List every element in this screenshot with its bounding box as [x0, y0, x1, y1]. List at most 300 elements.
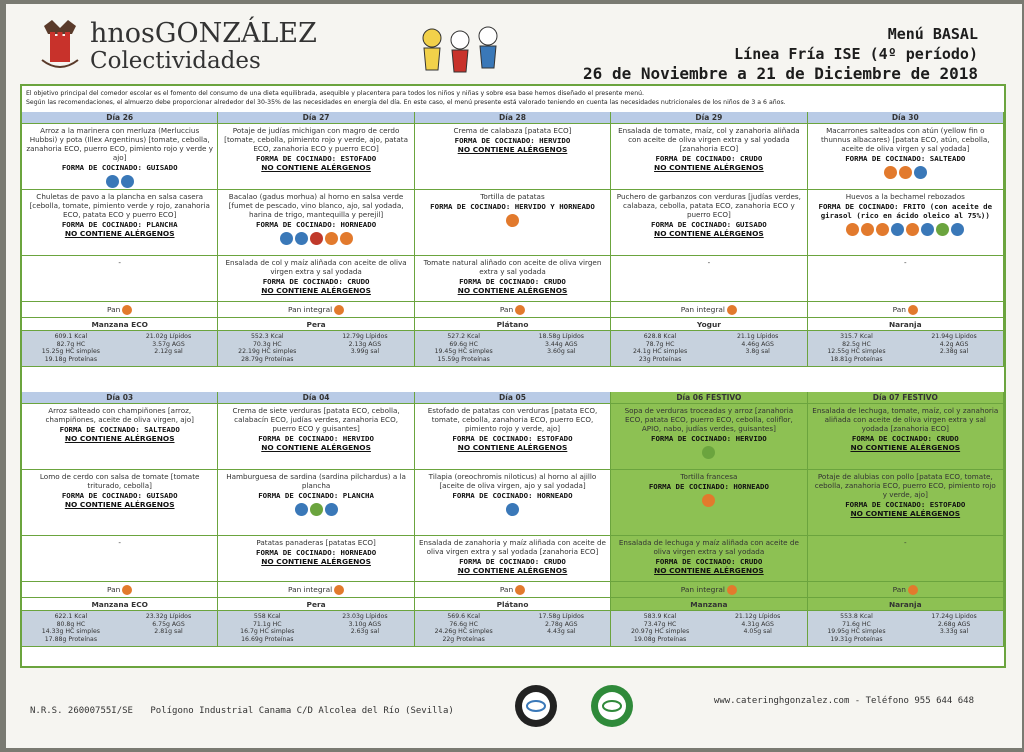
nutrition-value: 4.43g sal [547, 628, 576, 635]
nutrition-value: 71.6g HC [842, 620, 871, 628]
nutrition-value: 315.7 Kcal [840, 333, 873, 340]
dish-cell [22, 536, 218, 582]
nutrition-right [122, 613, 216, 636]
oca-eco-certification-badge [590, 684, 634, 728]
dish-cell [22, 190, 218, 256]
dish-name: Crema de siete verduras [patata ECO, cebolla, calabacín ECO, judías verdes, zanahoria ECO, puerro ECO y guisantes] [232, 406, 400, 433]
nutrition-value: 553.8 Kcal [840, 613, 873, 620]
dish-name: - [118, 258, 121, 267]
day-header: Día 26 [22, 112, 218, 124]
dish-cell [611, 124, 807, 190]
allergen-icon [884, 166, 897, 179]
nutrition-value: 2.13g AGS [348, 340, 382, 348]
bread-label: Pan [892, 585, 906, 594]
dessert-cell: Manzana [611, 598, 807, 611]
nutrition-cell [611, 611, 807, 647]
dish-cell [218, 190, 414, 256]
nutrition-left [220, 613, 314, 643]
brand-subtitle: Colectividades [90, 48, 261, 74]
gluten-icon [727, 305, 737, 315]
gluten-icon [122, 585, 132, 595]
no-allergens-label: NO CONTIENE ALÉRGENOS [64, 434, 175, 443]
nutrition-value: 76.6g HC [449, 620, 479, 628]
cooking-method: FORMA DE COCINADO: HORNEADO [648, 482, 769, 491]
dessert-cell: Manzana ECO [22, 598, 218, 611]
dessert-cell: Naranja [808, 598, 1004, 611]
cooking-method: FORMA DE COCINADO: PLANCHA [258, 491, 374, 500]
cooking-method: FORMA DE COCINADO: CRUDO [459, 277, 566, 286]
nutrition-left [810, 333, 904, 363]
kids-cutlery-illustration [410, 18, 510, 78]
nutrition-value: 80.8g HC [56, 620, 86, 628]
nutrition-cell [218, 611, 414, 647]
cooking-method: FORMA DE COCINADO: SALTEADO [845, 154, 966, 163]
bread-cell [808, 302, 1004, 318]
bread-label: Pan [107, 585, 121, 594]
cooking-method: FORMA DE COCINADO: HERVIDO [454, 136, 571, 145]
gluten-icon [908, 305, 918, 315]
nutrition-value: 558 Kcal [253, 613, 281, 620]
brand-name: hnosGONZÁLEZ [90, 18, 317, 49]
cooking-method: FORMA DE COCINADO: CRUDO [655, 557, 763, 566]
dish-name: Arroz salteado con champiñones [arroz, champiñones, aceite de oliva virgen, ajo] [45, 406, 194, 424]
allergen-icon [506, 503, 519, 516]
nutrition-value: 23.03g Lípidos [342, 613, 388, 620]
dish-name: - [118, 538, 121, 547]
nutrition-value: 17.24g Lípidos [931, 613, 977, 620]
nutrition-value: 23g Proteínas [638, 355, 682, 363]
dish-cell [22, 124, 218, 190]
allergen-icons [26, 175, 213, 188]
dish-name: Sopa de verduras troceadas y arroz [zanahoria ECO, patata ECO, puerro ECO, cebolla, coliflor, APIO, nabo, judías verdes, guisantes] [624, 406, 794, 433]
nutrition-value: 70.3g HC [252, 340, 282, 348]
nutrition-left [417, 613, 511, 643]
no-allergens-label: NO CONTIENE ALÉRGENOS [457, 443, 568, 452]
nutrition-right [711, 333, 805, 356]
allergen-icons [419, 503, 606, 516]
allergen-icon [506, 214, 519, 227]
day-header: Día 03 [22, 392, 218, 404]
allergen-icon [310, 503, 323, 516]
nutrition-value: 82.5g HC [842, 340, 871, 348]
day-header: Día 27 [218, 112, 414, 124]
dish-cell [415, 404, 611, 470]
nutrition-value: 609.1 Kcal [54, 333, 88, 340]
nutrition-value: 17.88g Proteínas [44, 635, 98, 643]
gluten-icon [908, 585, 918, 595]
nutrition-value: 82.7g HC [56, 340, 86, 348]
nutrition-value: 71.1g HC [252, 620, 282, 628]
dish-name: Ensalada de lechuga, tomate, maíz, col y zanahoria aliñada con aceite de oliva virgen extra y sal yodada [zanahoria ECO] [812, 406, 999, 433]
dish-cell [218, 404, 414, 470]
nutrition-value: 18.81g Proteínas [830, 355, 883, 363]
nutrition-value: 628.8 Kcal [643, 333, 677, 340]
nutrition-value: 19.95g HC simples [827, 628, 886, 635]
bread-label: Pan integral [287, 305, 333, 314]
nutrition-cell [808, 331, 1004, 367]
dish-cell [218, 124, 414, 190]
dish-cell [808, 404, 1004, 470]
allergen-icons [615, 494, 802, 507]
nutrition-left [810, 613, 904, 643]
day-header: Día 05 [415, 392, 611, 404]
cooking-method: FORMA DE COCINADO: HERVIDO [651, 434, 767, 443]
allergen-icons [812, 166, 999, 179]
nutrition-value: 2.38g sal [939, 348, 969, 355]
dish-cell [415, 536, 611, 582]
allergen-icon [846, 223, 859, 236]
nutrition-value: 19.31g Proteínas [830, 635, 883, 643]
nutrition-cell [415, 331, 611, 367]
dish-name: Tilapia (oreochromis niloticus) al horno al ajillo [aceite de oliva virgen, ajo y sal yodada] [428, 472, 597, 490]
allergen-icon [914, 166, 927, 179]
nutrition-value: 4.46g AGS [741, 340, 774, 348]
nutrition-left [24, 613, 118, 643]
nutrition-cell [22, 331, 218, 367]
dish-name: - [903, 538, 907, 547]
cooking-method: FORMA DE COCINADO: HORNEADO [256, 548, 377, 557]
nutrition-value: 4.05g sal [743, 628, 772, 635]
footer-contact: www.cateringhgonzalez.com - Teléfono 955 644 648 [713, 696, 974, 706]
menu-header [583, 24, 978, 84]
dish-cell [808, 470, 1004, 536]
allergen-icon [295, 503, 308, 516]
cooking-method: FORMA DE COCINADO: HORNEADO [256, 220, 377, 229]
company-logo [34, 14, 317, 82]
cooking-method: FORMA DE COCINADO: GUISADO [61, 491, 178, 500]
dessert-cell: Naranja [808, 318, 1004, 331]
dish-cell [218, 536, 414, 582]
no-allergens-label: NO CONTIENE ALÉRGENOS [850, 443, 961, 452]
dish-cell [415, 470, 611, 536]
nutrition-right [122, 333, 216, 356]
nutrition-right [907, 333, 1001, 356]
nutrition-value: 3.44g AGS [545, 340, 578, 348]
nutrition-right [318, 333, 412, 356]
allergen-icon [906, 223, 919, 236]
no-allergens-label: NO CONTIENE ALÉRGENOS [457, 566, 568, 575]
dish-name: Hamburguesa de sardina (sardina pilchardus) a la plancha [226, 472, 406, 490]
no-allergens-label: NO CONTIENE ALÉRGENOS [64, 500, 175, 509]
allergen-icon [310, 232, 323, 245]
allergen-icon [340, 232, 353, 245]
nutrition-cell [22, 611, 218, 647]
nutrition-value: 24.1g HC simples [632, 348, 688, 355]
nutrition-value: 23.32g Lípidos [145, 613, 192, 620]
dish-name: Huevos a la bechamel rebozados [845, 192, 965, 201]
nutrition-value: 6.75g AGS [152, 620, 185, 628]
nutrition-value: 16.69g Proteínas [241, 635, 294, 643]
cooking-method: FORMA DE COCINADO: ESTOFADO [256, 154, 377, 163]
nutrition-right [711, 613, 805, 636]
bread-cell [415, 302, 611, 318]
nutrition-value: 19.45g HC simples [434, 348, 493, 355]
intro-line-1: El objetivo principal del comedor escolar es el fomento del consumo de una dieta equilibrada, asequible y placentera para todos los niños y niñas y sobre esa base hemos diseñado el presente menú. [26, 90, 645, 97]
allergen-icon [876, 223, 889, 236]
nutrition-right [514, 333, 608, 356]
nutrition-value: 2.12g sal [154, 348, 183, 355]
allergen-icons [615, 446, 802, 459]
nutrition-left [613, 333, 707, 363]
bread-label: Pan integral [680, 305, 725, 314]
cooking-method: FORMA DE COCINADO: CRUDO [459, 557, 566, 566]
nutrition-value: 2.68g AGS [937, 620, 971, 628]
nutrition-cell [415, 611, 611, 647]
nutrition-value: 3.10g AGS [348, 620, 382, 628]
bread-label: Pan [499, 305, 514, 314]
nutrition-value: 20.97g HC simples [630, 628, 690, 635]
cooking-method: FORMA DE COCINADO: GUISADO [61, 163, 178, 172]
nutrition-value: 15.25g HC simples [41, 348, 100, 355]
gluten-icon [727, 585, 737, 595]
dish-name: Arroz a la marinera con merluza (Merluccius Hubbsi) y pota (Illex Argentinus) [tomate, cebolla, zanahoria ECO, puerro ECO, pimiento rojo y verde y ajo] [26, 126, 213, 162]
allergen-icons [812, 223, 999, 236]
dessert-cell: Pera [218, 318, 414, 331]
nutrition-value: 28.79g Proteínas [241, 355, 294, 363]
nutrition-value: 527.2 Kcal [447, 333, 481, 340]
menu-line: Línea Fría ISE (4º período) [734, 45, 978, 63]
day-header: Día 28 [415, 112, 611, 124]
bread-label: Pan [107, 305, 121, 314]
dish-cell [611, 190, 807, 256]
nutrition-value: 4.31g AGS [741, 620, 774, 628]
dish-cell [611, 256, 807, 302]
nutrition-value: 569.6 Kcal [447, 613, 481, 620]
nutrition-value: 3.8g sal [745, 348, 770, 355]
dish-name: - [903, 258, 907, 267]
oca-certification-badge [514, 684, 558, 728]
nutrition-value: 3.33g sal [939, 628, 969, 635]
dish-cell [415, 256, 611, 302]
bread-cell [415, 582, 611, 598]
dish-cell [218, 256, 414, 302]
gluten-icon [515, 305, 525, 315]
dish-cell [611, 536, 807, 582]
bread-cell [611, 582, 807, 598]
nutrition-right [318, 613, 412, 636]
nutrition-value: 583.9 Kcal [643, 613, 677, 620]
gluten-icon [122, 305, 132, 315]
no-allergens-label: NO CONTIENE ALÉRGENOS [261, 163, 371, 172]
nutrition-value: 21.94g Lípidos [931, 333, 977, 340]
dish-cell [808, 190, 1004, 256]
bread-label: Pan [499, 585, 514, 594]
dessert-cell: Manzana ECO [22, 318, 218, 331]
dish-name: Macarrones salteados con atún (yellow fin o thunnus albacares) [patata ECO, atún, cebolla, aceite de oliva virgen y sal yodada] [820, 126, 990, 153]
dish-name: Potaje de alubias con pollo [patata ECO, tomate, cebolla, zanahoria ECO, puerro ECO, pimiento rojo y verde, ajo] [814, 472, 996, 499]
dish-cell [611, 470, 807, 536]
bread-label: Pan integral [680, 585, 725, 594]
nutrition-value: 24.26g HC simples [434, 628, 493, 635]
cooking-method: FORMA DE COCINADO: CRUDO [655, 154, 763, 163]
nutrition-left [220, 333, 314, 363]
no-allergens-label: NO CONTIENE ALÉRGENOS [261, 443, 371, 452]
nutrition-value: 17.58g Lípidos [538, 613, 584, 620]
dish-name: Chuletas de pavo a la plancha en salsa casera [cebolla, tomate, pimiento verde y rojo, zanahoria ECO, patata ECO y puerro ECO] [29, 192, 210, 219]
nutrition-value: 12.79g Lípidos [342, 333, 388, 340]
cooking-method: FORMA DE COCINADO: HERVIDO Y HORNEADO [430, 202, 595, 211]
nutrition-value: 622.1 Kcal [54, 613, 88, 620]
gluten-icon [334, 585, 344, 595]
allergen-icon [921, 223, 934, 236]
bread-label: Pan [892, 305, 906, 314]
footer-left [30, 706, 466, 716]
dessert-cell: Yogur [611, 318, 807, 331]
no-allergens-label: NO CONTIENE ALÉRGENOS [261, 286, 371, 295]
nutrition-value: 3.57g AGS [152, 340, 185, 348]
dish-cell [22, 404, 218, 470]
cooking-method: FORMA DE COCINADO: ESTOFADO [452, 434, 573, 443]
nutrition-value: 4.2g AGS [939, 340, 969, 348]
dish-name: Estofado de patatas con verduras [patata ECO, tomate, cebolla, zanahoria ECO, puerro ECO, pimiento rojo y verde, ajo] [427, 406, 598, 433]
nutrition-value: 12.55g HC simples [827, 348, 886, 355]
dish-name: Puchero de garbanzos con verduras [judías verdes, calabaza, cebolla, patata ECO, zanahoria ECO y puerro ECO] [616, 192, 801, 219]
dish-name: Ensalada de col y maíz aliñada con aceite de oliva virgen extra y sal yodada [225, 258, 407, 276]
company-address: Polígono Industrial Canama C/D Alcolea del Río (Sevilla) [150, 706, 454, 716]
dish-name: Lomo de cerdo con salsa de tomate [tomate triturado, cebolla] [39, 472, 200, 490]
nutrition-value: 3.99g sal [350, 348, 380, 355]
dish-cell [808, 124, 1004, 190]
nutrition-right [907, 613, 1001, 636]
nutrition-value: 2.78g AGS [545, 620, 578, 628]
dessert-cell: Plátano [415, 318, 611, 331]
bread-cell [808, 582, 1004, 598]
day-header: Día 30 [808, 112, 1004, 124]
cooking-method: FORMA DE COCINADO: ESTOFADO [845, 500, 966, 509]
menu-title: Menú BASAL [887, 25, 978, 43]
no-allergens-label: NO CONTIENE ALÉRGENOS [850, 509, 961, 518]
dish-name: Potaje de judías michigan con magro de cerdo [tomate, cebolla, pimiento rojo y verde, ajo, patata ECO, zanahoria ECO y puerro ECO] [224, 126, 408, 153]
dish-name: Patatas panaderas [patatas ECO] [256, 538, 376, 547]
nutrition-left [24, 333, 118, 363]
nutrition-value: 2.81g sal [154, 628, 183, 635]
no-allergens-label: NO CONTIENE ALÉRGENOS [654, 163, 764, 172]
nutrition-value: 22.19g HC simples [238, 348, 297, 355]
dish-cell [218, 470, 414, 536]
no-allergens-label: NO CONTIENE ALÉRGENOS [64, 229, 175, 238]
no-allergens-label: NO CONTIENE ALÉRGENOS [457, 145, 568, 154]
no-allergens-label: NO CONTIENE ALÉRGENOS [654, 566, 764, 575]
nutrition-value: 21.1g Lípidos [736, 333, 779, 340]
dish-name: Tomate natural aliñado con aceite de oliva virgen extra y sal yodada [423, 258, 602, 276]
allergen-icon [936, 223, 949, 236]
nutrition-value: 78.7g HC [645, 340, 675, 348]
gluten-icon [334, 305, 344, 315]
bread-cell [218, 582, 414, 598]
allergen-icon [702, 446, 715, 459]
nutrition-value: 18.58g Lípidos [538, 333, 584, 340]
dish-cell [808, 536, 1004, 582]
allergen-icon [325, 503, 338, 516]
dessert-cell: Pera [218, 598, 414, 611]
cooking-method: FORMA DE COCINADO: GUISADO [651, 220, 767, 229]
day-header: Día 07 FESTIVO [808, 392, 1004, 404]
dish-name: Bacalao (gadus morhua) al horno en salsa verde [fumet de pescado, vino blanco, ajo, sal yodada, harina de trigo, mantequilla y perejil] [228, 192, 404, 219]
nutrition-right [514, 613, 608, 636]
dish-name: Ensalada de lechuga y maíz aliñada con aceite de oliva virgen extra y sal yodada [618, 538, 799, 556]
allergen-icon [325, 232, 338, 245]
registry-number: N.R.S. 26000755I/SE [30, 706, 133, 716]
cooking-method: FORMA DE COCINADO: CRUDO [262, 277, 370, 286]
no-allergens-label: NO CONTIENE ALÉRGENOS [457, 286, 568, 295]
dish-cell [415, 190, 611, 256]
gluten-icon [515, 585, 525, 595]
bread-label: Pan integral [287, 585, 333, 594]
no-allergens-label: NO CONTIENE ALÉRGENOS [261, 557, 371, 566]
menu-dates: 26 de Noviembre a 21 de Diciembre de 2018 [583, 64, 978, 83]
dish-cell [22, 470, 218, 536]
nutrition-value: 2.63g sal [350, 628, 380, 635]
bread-cell [22, 582, 218, 598]
bread-cell [218, 302, 414, 318]
nutrition-left [613, 613, 707, 643]
dish-cell [415, 124, 611, 190]
nutrition-cell [611, 331, 807, 367]
dish-name: Crema de calabaza [patata ECO] [453, 126, 572, 135]
allergen-icon [899, 166, 912, 179]
cooking-method: FORMA DE COCINADO: SALTEADO [59, 425, 180, 434]
day-header: Día 29 [611, 112, 807, 124]
day-header: Día 06 FESTIVO [611, 392, 807, 404]
allergen-icons [419, 214, 606, 227]
dish-name: Tortilla francesa [680, 472, 738, 481]
bread-cell [611, 302, 807, 318]
dish-cell [808, 256, 1004, 302]
castle-seal-icon [38, 16, 82, 72]
dish-name: - [707, 258, 711, 267]
nutrition-value: 73.47g HC [643, 620, 677, 628]
nutrition-value: 552.3 Kcal [250, 333, 284, 340]
dish-cell [22, 256, 218, 302]
cooking-method: FORMA DE COCINADO: CRUDO [851, 434, 959, 443]
allergen-icon [702, 494, 715, 507]
nutrition-value: 69.6g HC [449, 340, 479, 348]
dish-name: Ensalada de tomate, maíz, col y zanahoria aliñada con aceite de oliva virgen extra y sal yodada [zanahoria ECO] [618, 126, 800, 153]
nutrition-value: 14.33g HC simples [41, 628, 100, 635]
day-header: Día 04 [218, 392, 414, 404]
menu-sheet [6, 4, 1022, 748]
cooking-method: FORMA DE COCINADO: PLANCHA [61, 220, 178, 229]
allergen-icon [106, 175, 119, 188]
dessert-cell: Plátano [415, 598, 611, 611]
dish-name: Ensalada de zanahoria y maíz aliñada con aceite de oliva virgen extra y sal yodada [zanahoria ECO] [419, 538, 606, 556]
allergen-icon [951, 223, 964, 236]
allergen-icon [295, 232, 308, 245]
menu-grid [20, 84, 1006, 668]
nutrition-left [417, 333, 511, 363]
nutrition-value: 21.02g Lípidos [145, 333, 192, 340]
nutrition-value: 15.59g Proteínas [437, 355, 490, 363]
bread-cell [22, 302, 218, 318]
allergen-icons [222, 503, 409, 516]
cooking-method: FORMA DE COCINADO: FRITO (con aceite de girasol (rico en ácido oleico al 75%)) [818, 202, 993, 220]
nutrition-value: 16.7g HC simples [240, 628, 295, 635]
allergen-icon [280, 232, 293, 245]
nutrition-value: 22g Proteínas [442, 635, 485, 643]
allergen-icons [222, 232, 409, 245]
allergen-icon [891, 223, 904, 236]
allergen-icon [121, 175, 134, 188]
intro-text [26, 89, 1002, 107]
nutrition-value: 3.60g sal [547, 348, 576, 355]
nutrition-cell [218, 331, 414, 367]
no-allergens-label: NO CONTIENE ALÉRGENOS [654, 229, 764, 238]
cooking-method: FORMA DE COCINADO: HERVIDO [258, 434, 374, 443]
dish-name: Tortilla de patatas [480, 192, 545, 201]
allergen-icon [861, 223, 874, 236]
intro-line-2: Según las recomendaciones, el almuerzo debe proporcionar alrededor del 30-35% de las necesidades en energía del día. En este caso, el menú presente está valorado teniendo en cuenta las necesidades nutricionales de los niños de 3 a 6 años. [26, 99, 786, 106]
nutrition-cell [808, 611, 1004, 647]
